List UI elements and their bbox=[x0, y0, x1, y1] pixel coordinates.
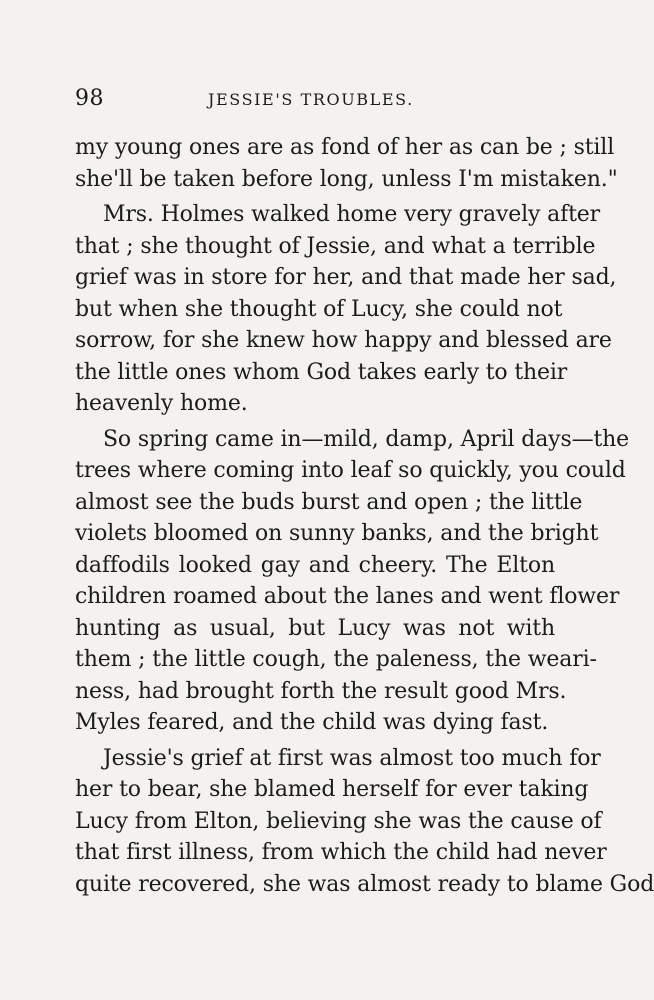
text-line-7: sorrow, for she knew how happy and blessed are bbox=[75, 328, 612, 353]
text-line-16: hunting as usual, but Lucy was not with bbox=[75, 615, 555, 641]
text-line-3: Mrs. Holmes walked home very gravely after bbox=[103, 202, 600, 227]
text-line-8: the little ones whom God takes early to their bbox=[75, 359, 568, 385]
text-line-14: daffodils looked gay and cheery. The Elton bbox=[75, 552, 555, 578]
text-line-17: them ; the little cough, the paleness, the weari- bbox=[75, 647, 597, 672]
text-line-21: her to bear, she blamed herself for ever taking bbox=[75, 777, 589, 802]
text-line-9: heavenly home. bbox=[75, 391, 248, 416]
text-line-18: ness, had brought forth the result good Mrs. bbox=[75, 678, 567, 704]
text-line-15: children roamed about the lanes and went flower bbox=[75, 584, 620, 609]
text-line-23: that first illness, from which the child had never bbox=[75, 840, 607, 865]
body-text bbox=[75, 132, 654, 900]
running-head: JESSIE'S TROUBLES. bbox=[208, 90, 414, 109]
text-line-10: So spring came in—mild, damp, April days—the bbox=[103, 426, 630, 452]
text-line-19: Myles feared, and the child was dying fast. bbox=[75, 710, 549, 735]
text-line-20: Jessie's grief at first was almost too much for bbox=[103, 745, 601, 771]
text-line-12: almost see the buds burst and open ; the little bbox=[75, 489, 583, 515]
text-line-11: trees where coming into leaf so quickly, you could bbox=[75, 458, 626, 483]
text-line-22: Lucy from Elton, believing she was the cause of bbox=[75, 808, 602, 834]
text-line-24: quite recovered, she was almost ready to blame God bbox=[75, 871, 654, 897]
text-line-1: my young ones are as fond of her as can be ; still bbox=[75, 135, 615, 160]
page-number: 98 bbox=[75, 86, 104, 111]
text-line-5: grief was in store for her, and that made her sad, bbox=[75, 265, 617, 290]
page-header bbox=[75, 86, 555, 116]
text-line-4: that ; she thought of Jessie, and what a terrible bbox=[75, 233, 596, 259]
text-line-13: violets bloomed on sunny banks, and the bright bbox=[75, 521, 599, 546]
text-line-6: but when she thought of Lucy, she could not bbox=[75, 296, 563, 322]
text-line-2: she'll be taken before long, unless I'm mistaken." bbox=[75, 166, 618, 192]
